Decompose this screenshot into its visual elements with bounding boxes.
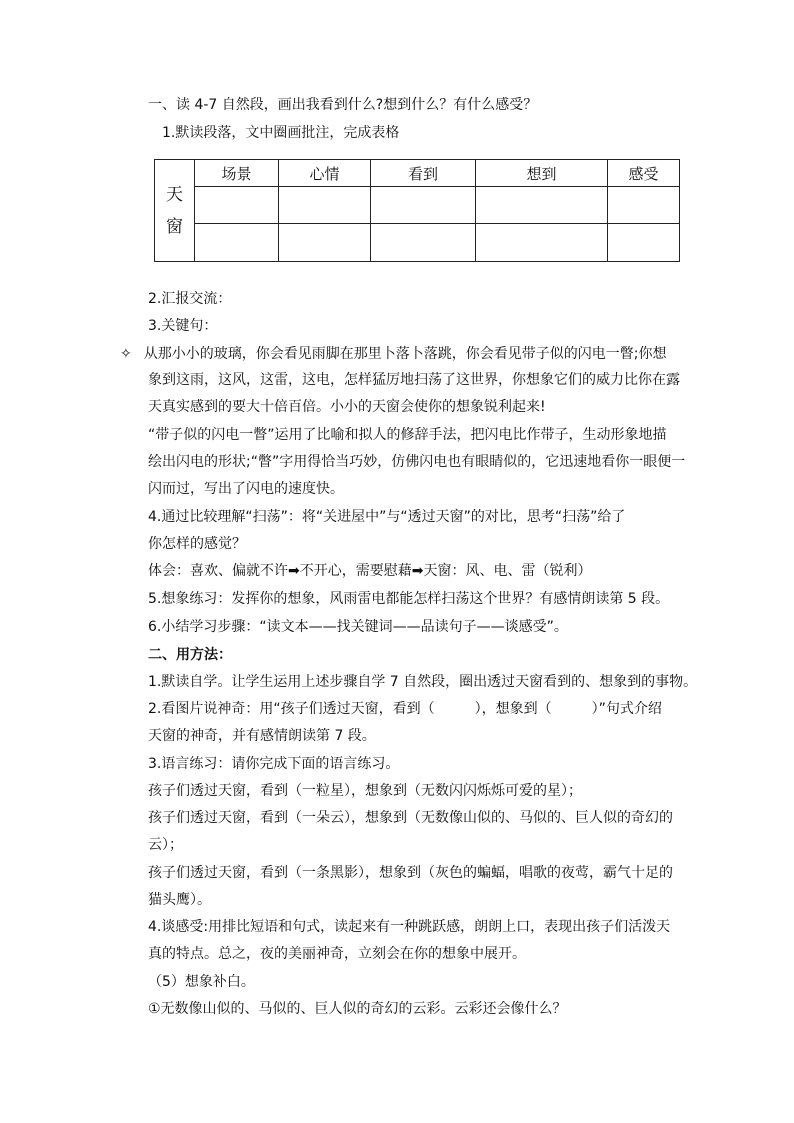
method-item-4: 4.谈感受:用排比短语和句式，读起来有一种跳跃感，朗朗上口，表现出孩子们活泼天	[148, 919, 671, 935]
row-label-cell	[155, 160, 195, 262]
section2-heading: 二、用方法：	[148, 647, 232, 663]
row-label-char: 天	[166, 184, 183, 205]
table-cell	[476, 187, 608, 224]
method-item-1: 1.默读自学。让学生运用上述步骤自学 7 自然段，圈出透过天窗看到的、想象到的事物。	[148, 674, 698, 690]
practice-line: 孩子们透过天窗，看到（一条黑影），想象到（灰色的蝙蝠，唱歌的夜莺，霸气十足的	[148, 865, 673, 881]
key-sentence-line: ✧ 从那小小的玻璃，你会看见雨脚在那里卜落卜落跳，你会看见带子似的闪电一瞥;你想	[120, 346, 667, 362]
table-cell	[195, 187, 279, 224]
section1-heading: 一、读 4-7 自然段，画出我看到什么?想到什么？有什么感受？	[148, 97, 538, 113]
step5-text: 5.想象练习：发挥你的想象，风雨雷电都能怎样扫荡这个世界？有感情朗读第 5 段。	[148, 591, 670, 607]
table-header: 看到	[371, 160, 476, 187]
step3-text: 3.关键句：	[148, 318, 218, 334]
table-cell	[608, 224, 680, 262]
method-item-3: 3.语言练习：请你完成下面的语言练习。	[148, 756, 400, 772]
step2-text: 2.汇报交流：	[148, 291, 232, 307]
practice-line: 孩子们透过天窗，看到（一粒星），想象到（无数闪闪烁烁可爱的星）；	[148, 783, 582, 799]
table-header: 感受	[608, 160, 680, 187]
table-cell	[476, 224, 608, 262]
table-cell	[608, 187, 680, 224]
key-sentence-line: 天真实感到的要大十倍百倍。小小的天窗会使你的想象锐利起来!	[148, 399, 546, 415]
method-item-2: 2.看图片说神奇：用“孩子们透过天窗，看到（ ），想象到（ ）”句式介绍	[148, 701, 662, 717]
method-item-5-question: ①无数像山似的、马似的、巨人似的奇幻的云彩。云彩还会像什么？	[148, 1001, 567, 1017]
table-cell	[279, 224, 371, 262]
table-header: 想到	[476, 160, 608, 187]
experience-text: 体会：喜欢、偏就不许➡不开心，需要慰藉➡天窗：风、电、雷（锐利）	[148, 563, 592, 579]
practice-line: 猫头鹰）。	[148, 892, 211, 908]
observation-table	[154, 159, 680, 262]
method-item-2-cont: 天窗的神奇，并有感情朗读第 7 段。	[148, 728, 376, 744]
analysis-line: “带子似的闪电一瞥”运用了比喻和拟人的修辞手法，把闪电比作带子，生动形象地描	[148, 427, 667, 443]
table-cell	[371, 187, 476, 224]
table-header: 心情	[279, 160, 371, 187]
diamond-bullet-icon: ✧	[120, 346, 132, 362]
key-sentence-line: 象到这雨，这风，这雷，这电，怎样猛厉地扫荡了这世界，你想象它们的威力比你在露	[148, 372, 680, 388]
step1-text: 1.默读段落，文中圈画批注，完成表格	[162, 125, 400, 141]
row-label-char: 窗	[166, 216, 183, 237]
table-cell	[371, 224, 476, 262]
analysis-line: 绘出闪电的形状;“瞥”字用得恰当巧妙，仿佛闪电也有眼睛似的，它迅速地看你一眼便一	[148, 454, 686, 470]
analysis-line: 闪而过，写出了闪电的速度快。	[148, 481, 344, 497]
table-header: 场景	[195, 160, 279, 187]
practice-line: 云）；	[148, 837, 183, 853]
step4-line: 4.通过比较理解“扫荡”：将“关进屋中”与“透过天窗”的对比，思考“扫荡”给了	[148, 509, 626, 525]
table-cell	[195, 224, 279, 262]
table-cell	[279, 187, 371, 224]
step4-line: 你怎样的感觉？	[148, 536, 246, 552]
method-item-4-cont: 真的特点。总之，夜的美丽神奇，立刻会在你的想象中展开。	[148, 946, 526, 962]
method-item-5: （5）想象补白。	[148, 974, 255, 990]
practice-line: 孩子们透过天窗，看到（一朵云），想象到（无数像山似的、马似的、巨人似的奇幻的	[148, 810, 673, 826]
step6-text: 6.小结学习步骤：“读文本——找关键词——品读句子——谈感受”。	[148, 619, 568, 635]
